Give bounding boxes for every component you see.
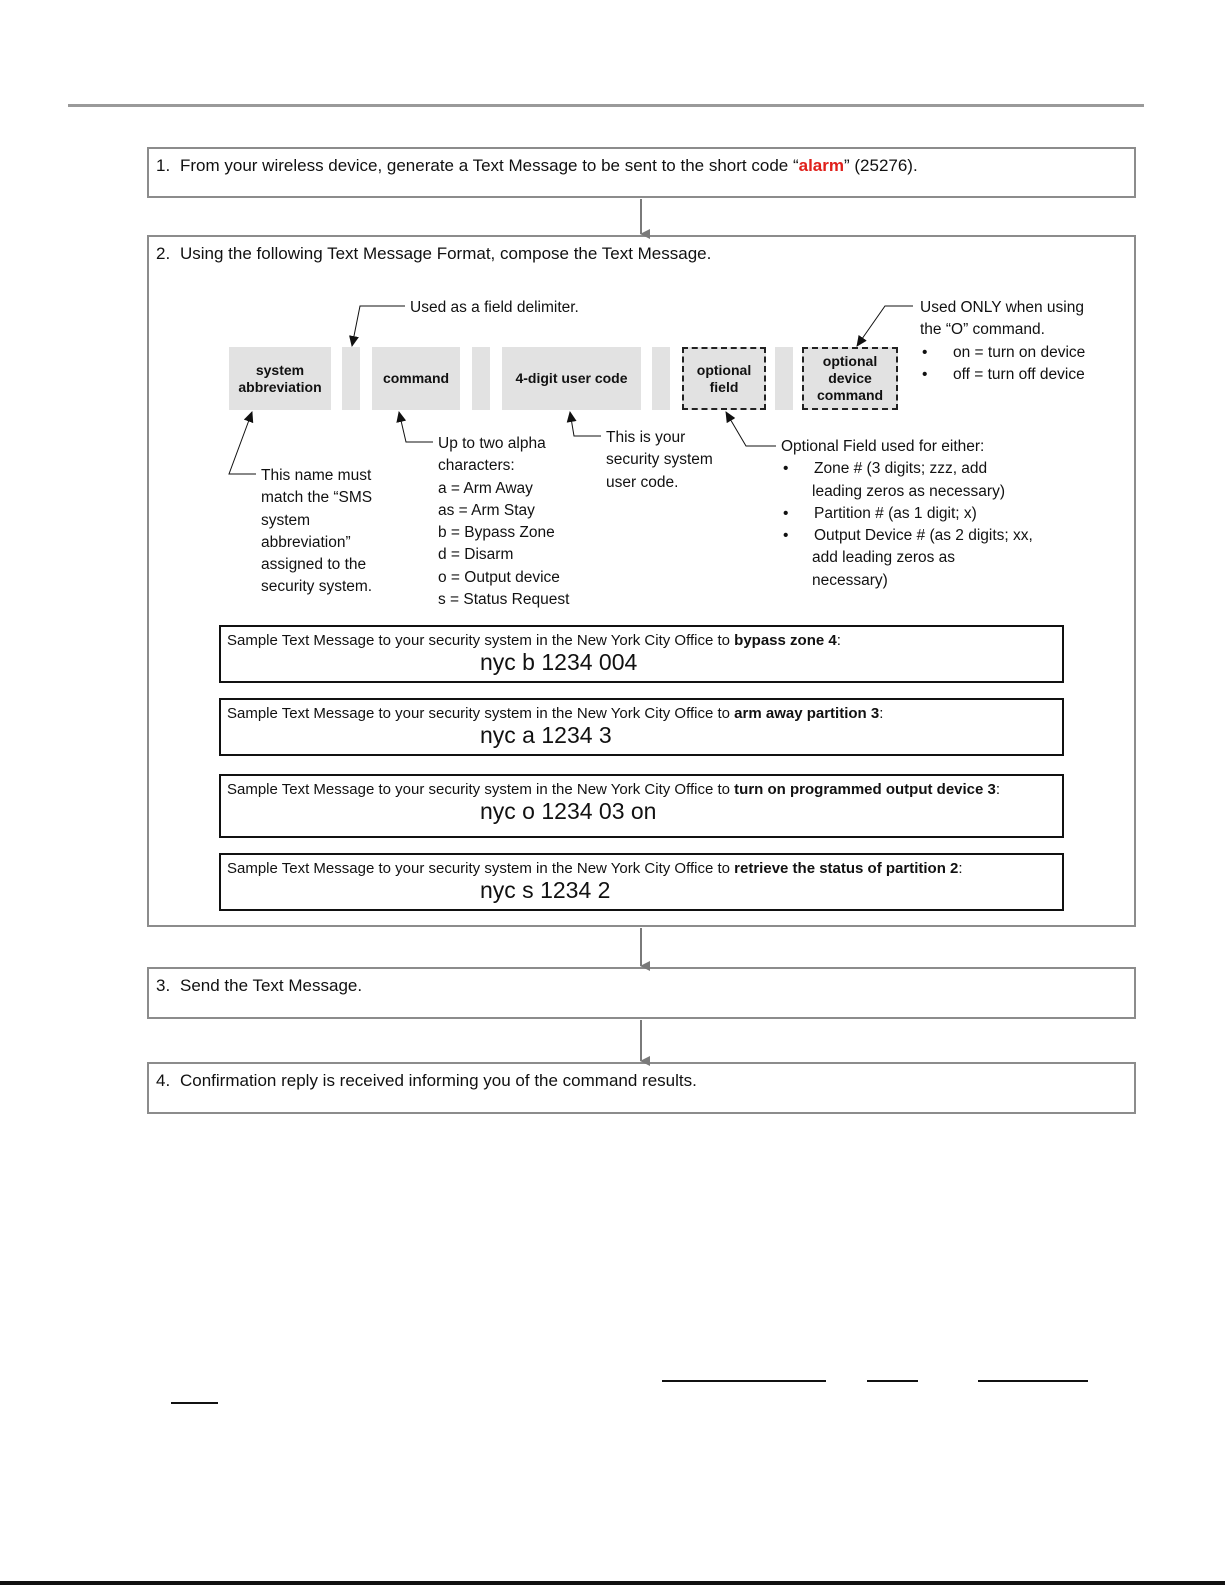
leader-command [399,412,433,442]
leader-optional-field [726,412,776,446]
step-1-text: 1. From your wireless device, generate a Text Message to be sent to the short code “alarm” (25276). [156,156,918,175]
underline-fragment [171,1402,218,1404]
underline-fragment [662,1380,826,1382]
field-user-code: 4-digit user code [502,347,641,410]
leader-delimiter [352,306,405,346]
callout-device-command: Used ONLY when using the “O” command. • on = turn on device • off = turn off device [920,299,1086,383]
callout-system-abbreviation: This name must match the “SMS system abbreviation” assigned to the security system. [261,467,373,596]
field-system-abbreviation: system abbreviation [229,347,331,410]
leader-system-abbreviation [229,412,256,474]
footer-rule [0,1581,1225,1585]
sample-message: nyc s 1234 2 [480,877,611,903]
callout-optional-field: Optional Field used for either: • Zone # (3 digits; zzz, add leading zeros as necessary) • Partition # (as 1 digit; x) • Output Device # (as 2 digits; xx, add leading zeros as necessary) [781,438,1033,589]
sample-arm-away: Sample Text Message to your security system in the New York City Office to arm away partition 3: nyc a 1234 3 [219,698,1064,756]
field-optional: optional field [682,347,766,410]
callout-command-codes: Up to two alpha characters: a = Arm Away as = Arm Stay b = Bypass Zone d = Disarm o = Output device s = Status Request [438,435,570,609]
field-optional-device-command: optional device command [802,347,898,410]
short-code-alarm: alarm [798,156,844,175]
leader-user-code [570,412,601,436]
sample-status-request: Sample Text Message to your security system in the New York City Office to retrieve the status of partition 2: nyc s 1234 2 [219,853,1064,911]
sample-output-device: Sample Text Message to your security system in the New York City Office to turn on programmed output device 3: nyc o 1234 03 on [219,774,1064,838]
step-4-text: 4. Confirmation reply is received informing you of the command results. [156,1071,697,1090]
underline-fragment [978,1380,1088,1382]
sample-message: nyc o 1234 03 on [480,798,657,824]
sample-message: nyc b 1234 004 [480,649,638,675]
callout-delimiter: Used as a field delimiter. [410,299,579,316]
sample-message: nyc a 1234 3 [480,722,612,748]
underline-fragment [867,1380,918,1382]
step-2-text: 2. Using the following Text Message Format, compose the Text Message. [156,244,712,263]
field-command: command [372,347,460,410]
sample-bypass-zone: Sample Text Message to your security system in the New York City Office to bypass zone 4: nyc b 1234 004 [219,625,1064,683]
leader-device-command [857,306,913,346]
callout-user-code: This is your security system user code. [606,429,713,491]
step-3-text: 3. Send the Text Message. [156,976,363,995]
